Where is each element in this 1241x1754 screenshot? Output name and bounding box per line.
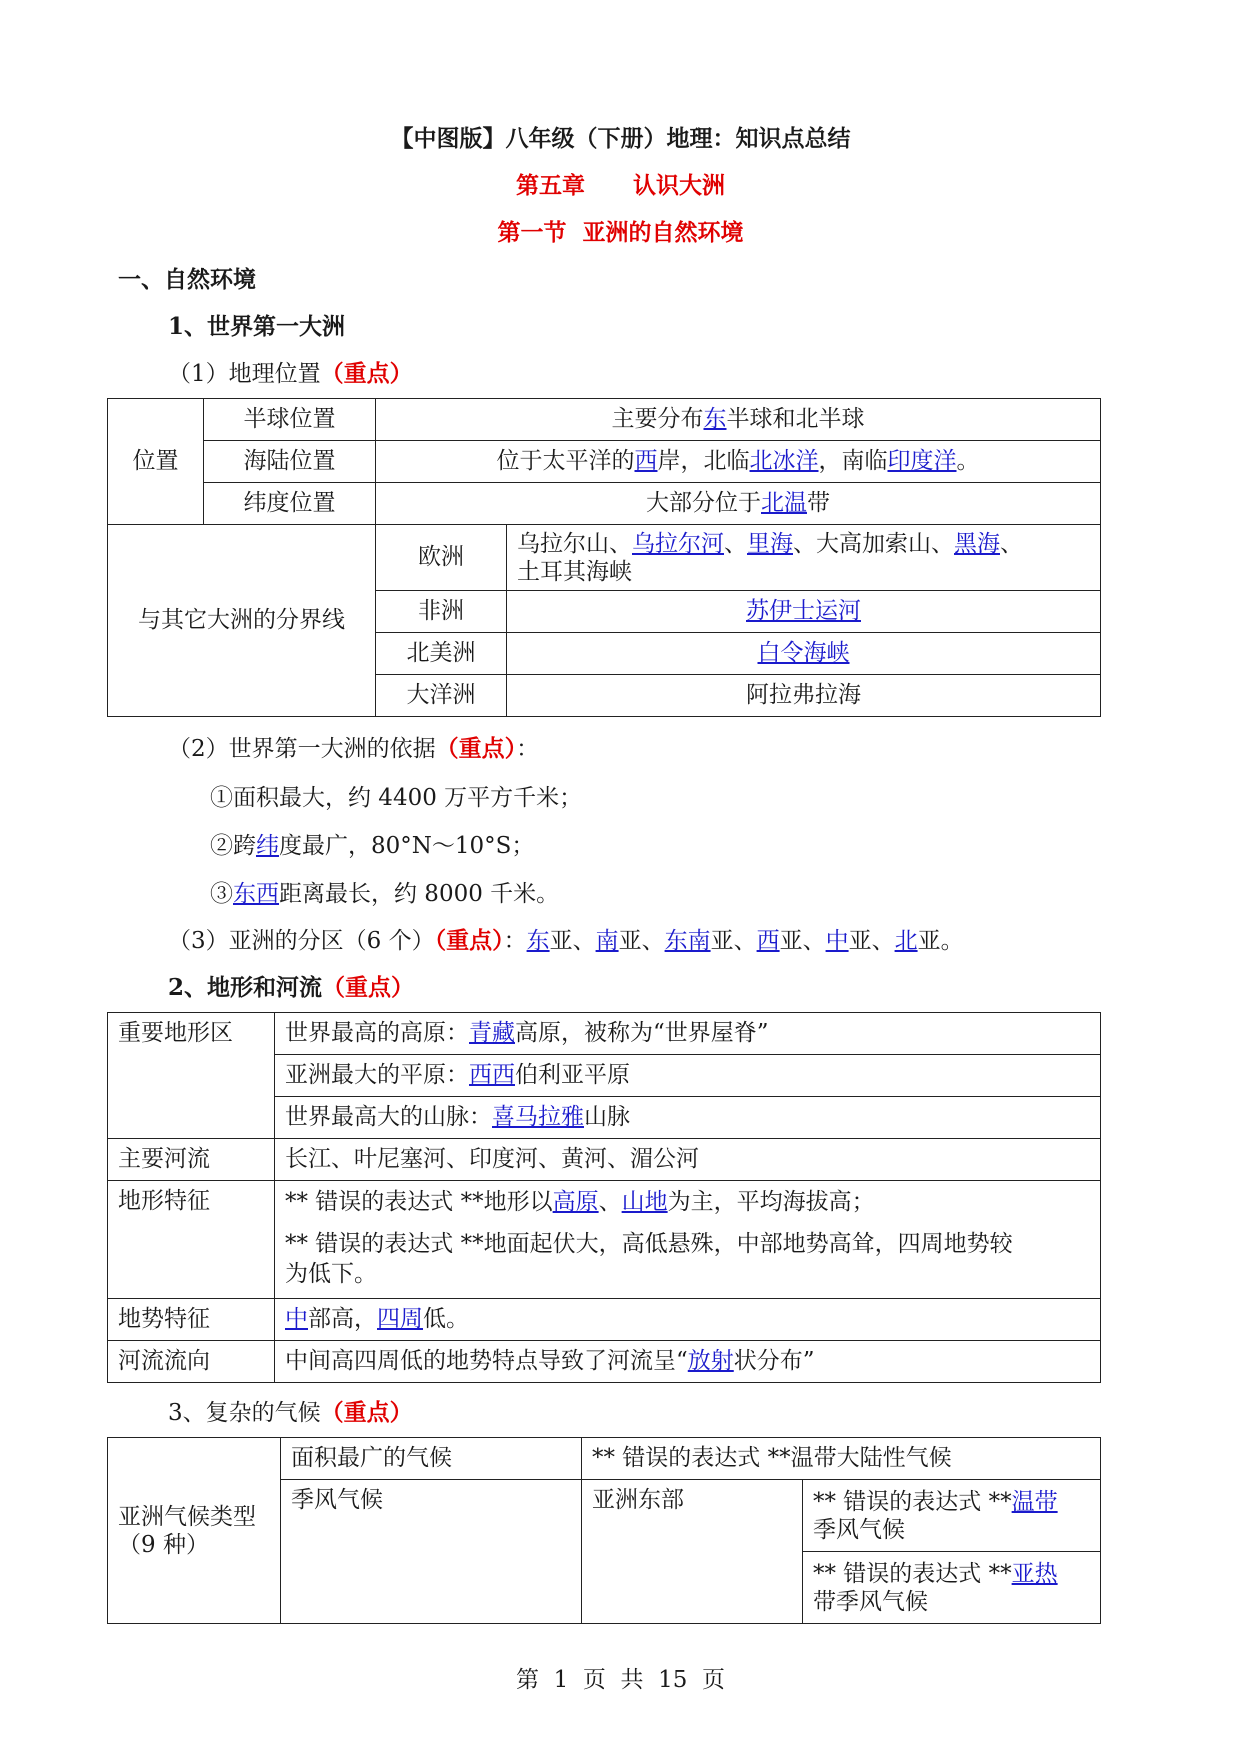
slope-value: 中部高，四周低。	[275, 1299, 1101, 1341]
position-label: 位置	[108, 399, 204, 525]
key-point-tag: （重点）	[322, 974, 415, 1001]
key-point-tag: （重点）	[434, 927, 504, 954]
africa-boundary-value	[507, 591, 1101, 633]
widest-climate-label: 面积最广的气候	[281, 1438, 582, 1480]
heading-regions: （3）亚洲的分区（6 个）（重点）：东亚、南亚、东南亚、西亚、中亚、北亚。	[168, 927, 964, 954]
heading-largest-basis: （2）世界第一大洲的依据（重点）：	[168, 735, 540, 762]
doc-title: 【中图版】八年级（下册）地理：知识点总结	[390, 125, 851, 152]
hemisphere-value: 主要分布东半球和北半球	[376, 399, 1101, 441]
subtropical-monsoon-line1: ** 错误的表达式 **亚热	[813, 1560, 1058, 1587]
ural-river-link[interactable]: 乌拉尔河	[632, 530, 724, 557]
widest-climate-value: ** 错误的表达式 **温带大陆性气候	[582, 1438, 1101, 1480]
terrain-feature-value	[275, 1181, 1101, 1299]
arctic-ocean-link[interactable]: 北冰洋	[749, 447, 819, 474]
boundary-label: 与其它大洲的分界线	[108, 525, 376, 717]
black-sea-link[interactable]: 黑海	[954, 530, 1000, 557]
europe-boundary-value	[507, 525, 1101, 591]
terrain-row-1: 世界最高的高原：青藏高原，被称为“世界屋脊”	[275, 1013, 1101, 1055]
latitude-label: 纬度位置	[204, 483, 376, 525]
region-central-link[interactable]: 中	[825, 928, 849, 954]
west-link[interactable]: 西	[634, 447, 658, 474]
mountain-link[interactable]: 山地	[621, 1189, 668, 1215]
basis-item-1: ①面积最大，约 4400 万平方千米；	[210, 785, 583, 811]
key-point-tag: （重点）	[320, 1399, 413, 1426]
north-temperate-link[interactable]: 北温	[761, 489, 807, 516]
heading-geo-location	[168, 355, 413, 388]
temperate-monsoon-line1: ** 错误的表达式 **温带	[813, 1488, 1058, 1515]
heading-climate: 3、复杂的气候（重点）	[168, 1399, 413, 1426]
page-footer: 第 1 页 共 15 页	[515, 1667, 725, 1693]
terrain-table	[107, 1012, 1101, 1383]
subtropical-monsoon-line2: 带季风气候	[813, 1588, 928, 1615]
heading-text: （1）地理位置	[168, 361, 321, 387]
oceania-label: 大洋洲	[376, 675, 507, 717]
bering-strait-link[interactable]: 白令海峡	[757, 639, 850, 666]
hemisphere-link[interactable]: 东	[703, 405, 727, 432]
temperate-monsoon-value	[803, 1480, 1101, 1552]
terrain-feature-label: 地形特征	[108, 1181, 275, 1299]
latitude-link[interactable]: 纬	[256, 833, 279, 859]
plateau-link[interactable]: 高原	[552, 1189, 599, 1215]
region-southeast-link[interactable]: 东南	[664, 928, 711, 954]
radial-link[interactable]: 放射	[687, 1347, 734, 1374]
east-asia-label: 亚洲东部	[582, 1480, 803, 1624]
rivers-label: 主要河流	[108, 1139, 275, 1181]
region-south-link[interactable]: 南	[595, 928, 619, 954]
key-point-tag: （重点）	[435, 735, 517, 762]
river-flow-value: 中间高四周低的地势特点导致了河流呈“放射状分布”	[275, 1341, 1101, 1383]
terrain-row-2: 亚洲最大的平原：西西伯利亚平原	[275, 1055, 1101, 1097]
rivers-value: 长江、叶尼塞河、印度河、黄河、湄公河	[275, 1139, 1101, 1181]
subtropical-monsoon-value	[803, 1552, 1101, 1624]
region-north-link[interactable]: 北	[894, 928, 918, 954]
terrain-label: 重要地形区	[108, 1013, 275, 1139]
terrain-feature-line3: 为低下。	[285, 1261, 377, 1287]
indian-ocean-link[interactable]: 印度洋	[887, 447, 957, 474]
monsoon-label: 季风气候	[281, 1480, 582, 1624]
sea-land-value: 位于太平洋的西岸，北临北冰洋，南临印度洋。	[376, 441, 1101, 483]
oceania-boundary-value: 阿拉弗拉海	[507, 675, 1101, 717]
caspian-sea-link[interactable]: 里海	[747, 530, 793, 557]
climate-type-label	[108, 1438, 281, 1624]
slope-label: 地势特征	[108, 1299, 275, 1341]
region-east-link[interactable]: 东	[526, 928, 550, 954]
section-title: 第一节 亚洲的自然环境	[497, 219, 744, 246]
siberia-link[interactable]: 西西	[469, 1061, 515, 1088]
chapter-title: 第五章 认识大洲	[515, 172, 726, 199]
heading-terrain-rivers: 2、地形和河流（重点）	[168, 974, 415, 1001]
region-west-link[interactable]: 西	[756, 928, 780, 954]
qinghai-tibet-link[interactable]: 青藏	[469, 1019, 515, 1046]
basis-item-2: ②跨纬度最广，80°N～10°S；	[210, 833, 535, 859]
north-america-label: 北美洲	[376, 633, 507, 675]
subtropical-link[interactable]: 亚热	[1011, 1560, 1058, 1587]
himalaya-link[interactable]: 喜马拉雅	[492, 1103, 584, 1130]
europe-boundary-line1: 乌拉尔山、乌拉尔河、里海、大高加索山、黑海、	[517, 530, 1023, 557]
temperate-monsoon-line2: 季风气候	[813, 1516, 905, 1543]
climate-type-line1: 亚洲气候类型	[118, 1503, 256, 1530]
heading-largest-continent: 1、世界第一大洲	[168, 313, 346, 340]
climate-table	[107, 1437, 1101, 1624]
east-west-link[interactable]: 东西	[233, 881, 279, 907]
terrain-feature-line2: ** 错误的表达式 **地面起伏大，高低悬殊，中部地势高耸，四周地势较	[285, 1231, 1013, 1257]
latitude-value: 大部分位于北温带	[376, 483, 1101, 525]
key-point-tag: （重点）	[320, 360, 413, 387]
hemisphere-label: 半球位置	[204, 399, 376, 441]
temperate-link[interactable]: 温带	[1011, 1488, 1058, 1515]
climate-type-line2: （9 种）	[118, 1531, 209, 1558]
basis-item-3: ③东西距离最长，约 8000 千米。	[210, 881, 560, 907]
north-america-boundary-value	[507, 633, 1101, 675]
africa-label: 非洲	[376, 591, 507, 633]
center-link[interactable]: 中	[285, 1305, 308, 1332]
terrain-row-3: 世界最高大的山脉：喜马拉雅山脉	[275, 1097, 1101, 1139]
europe-label: 欧洲	[376, 525, 507, 591]
surrounding-link[interactable]: 四周	[377, 1305, 423, 1332]
europe-boundary-line2: 土耳其海峡	[517, 558, 632, 585]
heading-natural-environment: 一、自然环境	[118, 266, 256, 293]
sea-land-label: 海陆位置	[204, 441, 376, 483]
location-table	[107, 398, 1101, 717]
suez-canal-link[interactable]: 苏伊士运河	[746, 597, 861, 624]
river-flow-label: 河流流向	[108, 1341, 275, 1383]
terrain-feature-line1: ** 错误的表达式 **地形以高原、山地为主，平均海拔高；	[285, 1189, 875, 1215]
